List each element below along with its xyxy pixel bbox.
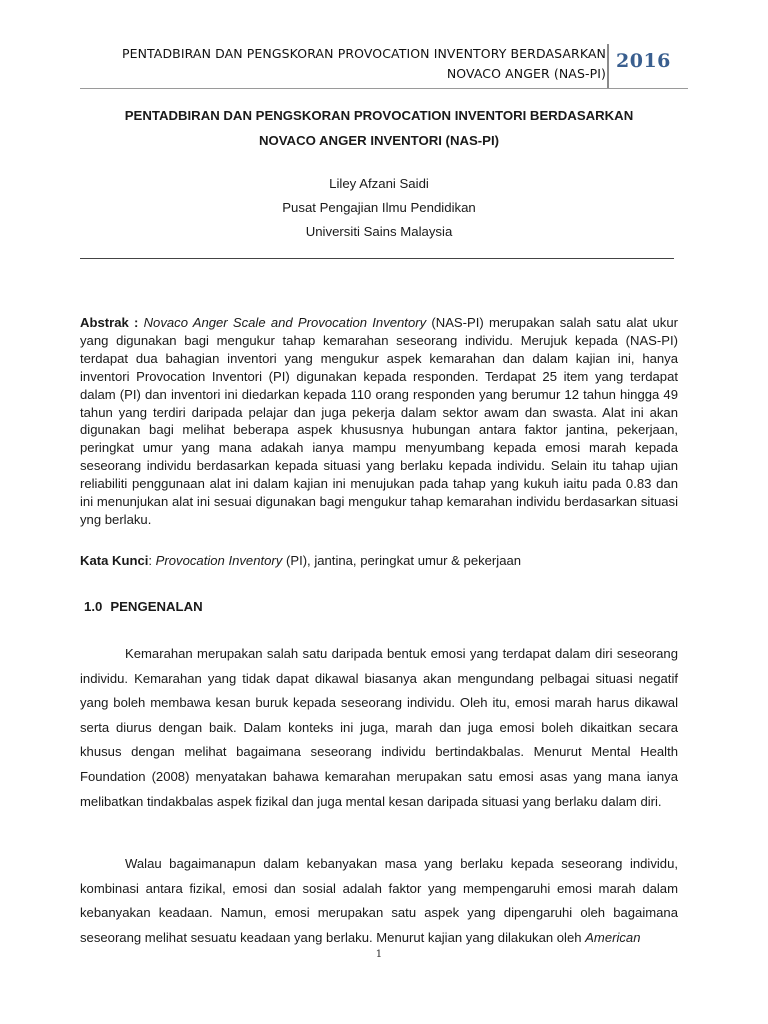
keywords-label: Kata Kunci xyxy=(80,553,149,568)
body-paragraph-1: Kemarahan merupakan salah satu daripada bentuk emosi yang terdapat dalam diri seseorang individu. Kemarahan yang tidak dapat dikawal biasanya akan mengundang pelbagai situasi negatif yang boleh membawa kesan buruk kepada seseorang individu. Oleh itu, emosi marah harus dikawal serta diurus dengan baik. Dalam konteks ini juga, marah dan juga emosi boleh dikaitkan secara khusus dengan melihat bagaimana seseorang individu bertindakbalas. Menurut Mental Health Foundation (2008) menyatakan bahawa kemarahan merupakan satu emosi asas yang mana ianya melibatkan tindakbalas aspek fizikal dan juga mental kesan daripada situasi yang berlaku dalam diri. xyxy=(80,646,678,809)
author-department: Pusat Pengajian Ilmu Pendidikan xyxy=(282,200,476,215)
document-title-line-1: PENTADBIRAN DAN PENGSKORAN PROVOCATION INVENTORI BERDASARKAN xyxy=(124,108,634,123)
page-header xyxy=(80,44,688,90)
keywords-italic-term: Provocation Inventory xyxy=(155,553,283,568)
running-header-title xyxy=(122,44,606,84)
body-paragraph-2-italic-tail: American xyxy=(585,929,641,945)
abstract-label: Abstrak : xyxy=(80,315,139,330)
keywords-colon: : xyxy=(148,553,153,568)
running-header-line-1: PENTADBIRAN DAN PENGSKORAN PROVOCATION INVENTORY BERDASARKAN xyxy=(121,46,606,61)
author-name: Liley Afzani Saidi xyxy=(329,176,429,191)
abstract-italic-lead: Novaco Anger Scale and Provocation Inventory xyxy=(143,315,427,330)
section-heading xyxy=(84,598,203,616)
page-number: 1 xyxy=(375,948,383,960)
header-year: 2016 xyxy=(616,50,671,72)
body-paragraph-2 xyxy=(80,852,678,950)
document-title xyxy=(80,104,678,154)
abstract-text: (NAS-PI) merupakan salah satu alat ukur yang digunakan bagi mengukur tahap kemarahan seseorang individu. Merujuk kepada (NAS-PI) terdapat dua bahagian inventori yang mengukur aspek kemarahan dan dalam kajian ini, hanya inventori Provocation Inventori (PI) digunakan kepada responden. Terdapat 25 item yang terdapat dalam (PI) dan inventori ini diedarkan kepada 110 orang responden yang berumur 12 tahun hingga 49 tahun yang terdiri daripada pelajar dan juga pekerja dalam sektor awam dan swasta. Alat ini akan digunakan bagi melihat beberapa aspek khususnya hubungan antara faktor jantina, pekerjaan, peringkat umur yang mana adakah ianya mampu menyumbang kepada emosi marah kepada seseorang individu berdasarkan kepada situasi yang berlaku kepada individu. Selain itu tahap ujian reliabiliti penggunaan alat ini dalam kajian ini menujukan pada tahap yang kukuh iaitu pada 0.83 dan ini menunjukan alat ini sesuai digunakan bagi mengukur tahap kemarahan individu berdasarkan situasi yng berlaku. xyxy=(80,315,678,527)
section-title: PENGENALAN xyxy=(110,599,203,614)
header-rule xyxy=(80,88,688,89)
keywords-rest: (PI), jantina, peringkat umur & pekerjaan xyxy=(285,553,522,568)
author-block xyxy=(80,172,678,244)
keywords xyxy=(80,552,678,570)
title-separator-rule xyxy=(80,258,674,259)
running-header-line-2: NOVACO ANGER (NAS-PI) xyxy=(446,66,606,81)
abstract xyxy=(80,314,678,529)
section-number: 1.0 xyxy=(84,599,103,614)
header-divider xyxy=(607,44,609,88)
body-paragraph-2-text: Walau bagaimanapun dalam kebanyakan masa yang berlaku kepada seseorang individu, kombinasi antara fizikal, emosi dan sosial adalah faktor yang mempengaruhi emosi marah dalam kebanyakan keadaan. Namun, emosi merupakan satu aspek yang dipengaruhi oleh bagaimana seseorang melihat sesuatu keadaan yang berlaku. Menurut kajian yang dilakukan oleh xyxy=(80,856,678,945)
document-title-line-2: NOVACO ANGER INVENTORI (NAS-PI) xyxy=(258,133,500,148)
author-university: Universiti Sains Malaysia xyxy=(305,224,453,239)
